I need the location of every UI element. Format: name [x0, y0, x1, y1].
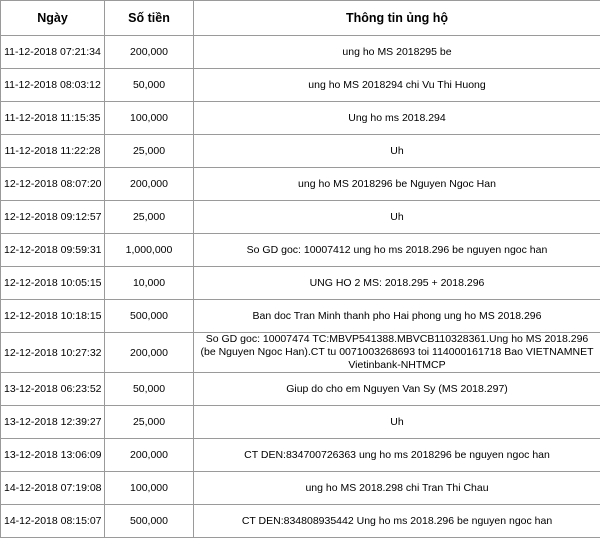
amount-cell: 200,000 — [105, 36, 194, 69]
date-cell: 14-12-2018 08:15:07 — [1, 505, 105, 538]
date-cell: 11-12-2018 11:22:28 — [1, 135, 105, 168]
info-cell: ung ho MS 2018295 be — [194, 36, 600, 69]
date-cell: 12-12-2018 08:07:20 — [1, 168, 105, 201]
table-row — [1, 168, 600, 201]
table-row — [1, 36, 600, 69]
table-row — [1, 333, 600, 373]
table-row — [1, 234, 600, 267]
column-header-date: Ngày — [1, 1, 105, 36]
amount-cell: 500,000 — [105, 505, 194, 538]
info-cell: Uh — [194, 135, 600, 168]
amount-cell: 500,000 — [105, 300, 194, 333]
table-row — [1, 69, 600, 102]
table-row — [1, 505, 600, 538]
info-cell: Uh — [194, 201, 600, 234]
info-cell: ung ho MS 2018294 chi Vu Thi Huong — [194, 69, 600, 102]
table-row — [1, 267, 600, 300]
column-header-info: Thông tin ủng hộ — [194, 1, 600, 36]
amount-cell: 10,000 — [105, 267, 194, 300]
amount-cell: 200,000 — [105, 333, 194, 373]
info-cell: Ban doc Tran Minh thanh pho Hai phong ung ho MS 2018.296 — [194, 300, 600, 333]
table-row — [1, 300, 600, 333]
amount-cell: 100,000 — [105, 102, 194, 135]
info-cell: Uh — [194, 406, 600, 439]
table-row — [1, 439, 600, 472]
date-cell: 13-12-2018 12:39:27 — [1, 406, 105, 439]
table-row — [1, 201, 600, 234]
info-cell: ung ho MS 2018.298 chi Tran Thi Chau — [194, 472, 600, 505]
info-cell: CT DEN:834808935442 Ung ho ms 2018.296 be nguyen ngoc han — [194, 505, 600, 538]
date-cell: 12-12-2018 10:27:32 — [1, 333, 105, 373]
date-cell: 11-12-2018 11:15:35 — [1, 102, 105, 135]
date-cell: 12-12-2018 10:18:15 — [1, 300, 105, 333]
date-cell: 11-12-2018 07:21:34 — [1, 36, 105, 69]
table-row — [1, 472, 600, 505]
info-cell: UNG HO 2 MS: 2018.295 + 2018.296 — [194, 267, 600, 300]
amount-cell: 100,000 — [105, 472, 194, 505]
amount-cell: 1,000,000 — [105, 234, 194, 267]
info-cell: ung ho MS 2018296 be Nguyen Ngoc Han — [194, 168, 600, 201]
table-row — [1, 406, 600, 439]
info-cell: Giup do cho em Nguyen Van Sy (MS 2018.297) — [194, 373, 600, 406]
table-row — [1, 135, 600, 168]
table-row — [1, 102, 600, 135]
amount-cell: 25,000 — [105, 406, 194, 439]
date-cell: 14-12-2018 07:19:08 — [1, 472, 105, 505]
date-cell: 13-12-2018 13:06:09 — [1, 439, 105, 472]
info-cell: So GD goc: 10007412 ung ho ms 2018.296 be nguyen ngoc han — [194, 234, 600, 267]
amount-cell: 50,000 — [105, 69, 194, 102]
date-cell: 12-12-2018 10:05:15 — [1, 267, 105, 300]
column-header-amount: Số tiền — [105, 1, 194, 36]
date-cell: 13-12-2018 06:23:52 — [1, 373, 105, 406]
info-cell: Ung ho ms 2018.294 — [194, 102, 600, 135]
amount-cell: 50,000 — [105, 373, 194, 406]
date-cell: 11-12-2018 08:03:12 — [1, 69, 105, 102]
header-row — [1, 1, 600, 36]
amount-cell: 200,000 — [105, 439, 194, 472]
amount-cell: 25,000 — [105, 135, 194, 168]
amount-cell: 25,000 — [105, 201, 194, 234]
amount-cell: 200,000 — [105, 168, 194, 201]
date-cell: 12-12-2018 09:12:57 — [1, 201, 105, 234]
info-cell: So GD goc: 10007474 TC:MBVP541388.MBVCB110328361.Ung ho MS 2018.296 (be Nguyen Ngoc Han).CT tu 0071003268693 toi 114000161718 Bao VIETNAMNET Vietinbank-NHTMCP — [194, 333, 600, 373]
info-cell: CT DEN:834700726363 ung ho ms 2018296 be nguyen ngoc han — [194, 439, 600, 472]
table-row — [1, 373, 600, 406]
date-cell: 12-12-2018 09:59:31 — [1, 234, 105, 267]
